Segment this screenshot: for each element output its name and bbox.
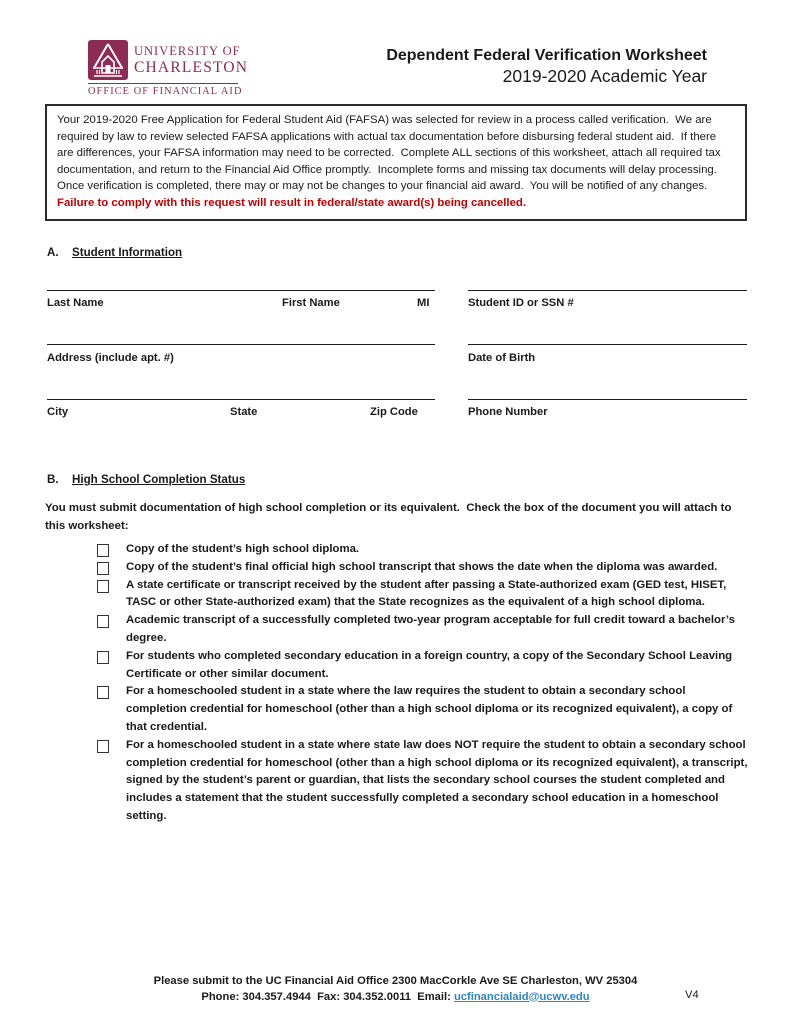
phone-line[interactable] [468,399,747,400]
phone-label: Phone Number [468,406,548,418]
list-item [97,737,749,826]
notice-body: Your 2019-2020 Free Application for Federal Student Aid (FAFSA) was selected for review in a process called verification. We are required by law to review selected FAFSA applications with actual tax documentation before disbursing federal student aid. If there are differences, your FAFSA information may need to be corrected. Complete ALL sections of this worksheet, attach all required tax documentation, and return to the Financial Aid Office promptly. Incomplete forms and missing tax documents will delay processing. Once verification is completed, there may or may not be changes to your financial aid award. You will be notified of any changes. [57,114,724,193]
dob-label: Date of Birth [468,352,536,364]
uc-logo [88,40,249,97]
state-label: State [230,406,258,418]
last-name-label: Last Name [47,297,104,309]
option-text: Copy of the student’s high school diploma. [126,543,360,555]
footer-fax: 304.352.0011 [343,990,412,1003]
uc-chapel-icon [88,40,128,80]
section-b-title: High School Completion Status [72,473,246,486]
option-text: For students who completed secondary education in a foreign country, a copy of the Secondary School Leaving Certificate or other similar document. [126,649,733,680]
section-b-intro: You must submit documentation of high school completion or its equivalent. Check the box of the document you will attach to this worksheet: [45,502,735,532]
name-line[interactable] [47,290,435,291]
option-text: For a homeschooled student in a state where the law requires the student to obtain a secondary school completion credential for homeschool (other than a high school diploma or its recognized equivalent), a copy of that credential. [126,685,733,733]
footer-address-line: Please submit to the UC Financial Aid Office 2300 MacCorkle Ave SE Charleston, WV 25304 [153,975,638,987]
city-state-zip-line[interactable] [47,399,435,400]
page-title: Dependent Federal Verification Worksheet [386,47,707,64]
section-a-title: Student Information [72,246,183,259]
list-item [97,612,749,648]
list-item [97,648,749,684]
address-line[interactable] [47,344,435,345]
list-item [97,541,749,559]
verification-notice [45,104,747,221]
footer-contact-line [0,990,791,1006]
logo-line2: CHARLESTON [134,58,249,76]
footer-fax-label: Fax: [317,990,341,1003]
option-text: Copy of the student’s final official high school transcript that shows the date when the diploma was awarded. [126,560,718,573]
list-item [97,577,749,613]
logo-line1: UNIVERSITY OF [134,44,241,58]
checkbox-icon[interactable] [97,580,109,593]
checkbox-icon[interactable] [97,544,109,557]
footer-phone-label: Phone: [201,990,240,1003]
city-label: City [47,406,69,418]
footer-email-label: Email: [417,990,451,1003]
logo-office-label: OFFICE OF FINANCIAL AID [88,86,243,97]
footer-phone: 304.357.4944 [242,990,311,1003]
student-id-line[interactable] [468,290,747,291]
hs-completion-options [97,541,749,826]
checkbox-icon[interactable] [97,615,109,628]
dob-line[interactable] [468,344,747,345]
option-text: For a homeschooled student in a state where state law does NOT require the student to obtain a secondary school completion credential for homeschool (other than a high school diploma or its recognized equivalent), a transcript, signed by the student’s parent or guardian, that lists the secondary school courses the student completed and includes a statement that the student successfully completed a secondary school education in a homeschool setting. [126,738,748,822]
section-a-label: A. [47,246,59,259]
list-item [97,559,749,577]
notice-warning: Failure to comply with this request will result in federal/state award(s) being cancelled. [57,196,527,209]
student-id-label: Student ID or SSN # [468,297,574,309]
mi-label: MI [417,297,430,309]
logo-wordmark [134,45,248,75]
footer [0,974,791,1005]
option-text: Academic transcript of a successfully completed two-year program acceptable for full credit toward a bachelor’s degree. [126,614,735,644]
section-b-heading [47,473,245,486]
academic-year: 2019-2020 Academic Year [502,66,707,86]
zip-label: Zip Code [370,406,418,418]
list-item [97,683,749,736]
logo-divider [88,83,238,84]
section-b-label: B. [47,473,59,486]
version-label: V4 [685,989,699,1001]
checkbox-icon[interactable] [97,686,109,699]
address-label: Address (include apt. #) [47,352,174,364]
checkbox-icon[interactable] [97,562,109,575]
checkbox-icon[interactable] [97,651,109,664]
checkbox-icon[interactable] [97,740,109,753]
option-text: A state certificate or transcript received by the student after passing a State-authorized exam (GED test, HISET, TASC or other State-authorized exam) that the State recognizes as the equivalent of a high school diploma. [126,578,727,609]
document-titles [386,47,707,87]
section-a-heading [47,246,182,259]
first-name-label: First Name [282,297,340,309]
email-link[interactable]: ucfinancialaid@ucwv.edu [453,990,590,1003]
